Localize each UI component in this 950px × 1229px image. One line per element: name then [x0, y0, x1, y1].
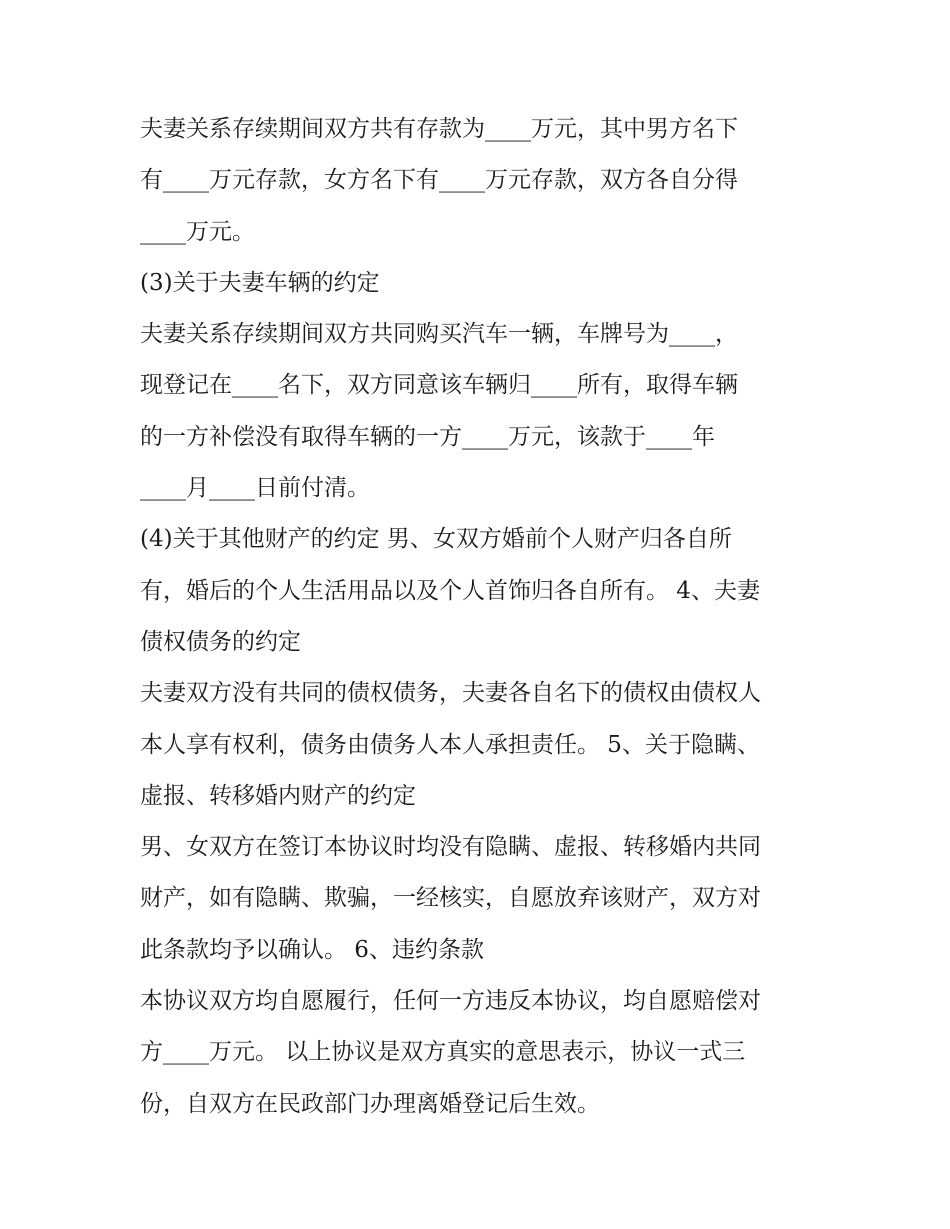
- document-body: [140, 104, 840, 1130]
- text-line: 此条款均予以确认。 6、违约条款: [140, 936, 484, 963]
- text-line: 的一方补偿没有取得车辆的一方____万元，该款于____年: [140, 423, 715, 450]
- text-line: ____万元。: [140, 218, 255, 245]
- text-line: 夫妻双方没有共同的债权债务，夫妻各自名下的债权由债权人: [140, 680, 761, 707]
- section-heading-vehicle: (3)关于夫妻车辆的约定: [140, 269, 380, 296]
- text-line: 夫妻关系存续期间双方共同购买汽车一辆，车牌号为____，: [140, 321, 738, 348]
- text-line: 本协议双方均自愿履行，任何一方违反本协议，均自愿赔偿对: [140, 988, 761, 1015]
- text-line: 虚报、转移婚内财产的约定: [140, 782, 416, 809]
- text-line: 方____万元。 以上协议是双方真实的意思表示，协议一式三: [140, 1039, 746, 1066]
- text-line: 本人享有权利，债务由债务人本人承担责任。 5、关于隐瞒、: [140, 731, 760, 758]
- text-line: ____月____日前付清。: [140, 475, 370, 502]
- section-heading-other-property: (4)关于其他财产的约定 男、女双方婚前个人财产归各自所: [140, 526, 732, 553]
- text-line: 有____万元存款，女方名下有____万元存款，双方各自分得: [140, 167, 738, 194]
- text-line: 有，婚后的个人生活用品以及个人首饰归各自所有。 4、夫妻: [140, 577, 760, 604]
- text-line: 债权债务的约定: [140, 628, 301, 655]
- text-line: 现登记在____名下，双方同意该车辆归____所有，取得车辆: [140, 372, 738, 399]
- text-line: 财产，如有隐瞒、欺骗，一经核实，自愿放弃该财产，双方对: [140, 885, 761, 912]
- text-line: 男、女双方在签订本协议时均没有隐瞒、虚报、转移婚内共同: [140, 834, 761, 861]
- text-line: 份，自双方在民政部门办理离婚登记后生效。: [140, 1090, 600, 1117]
- text-line: 夫妻关系存续期间双方共有存款为____万元，其中男方名下: [140, 116, 738, 142]
